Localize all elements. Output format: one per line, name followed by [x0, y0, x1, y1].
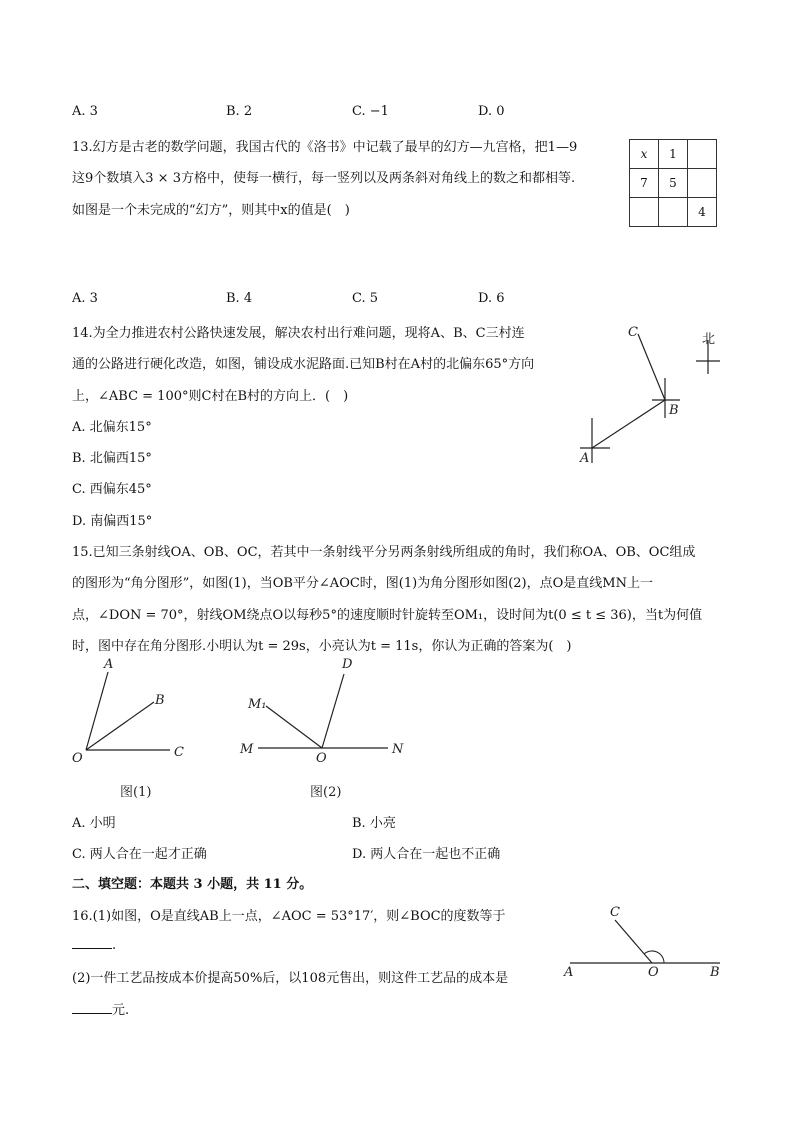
q13-option-c: C. 5	[352, 291, 379, 306]
q15-option-b: B. 小亮	[352, 816, 396, 831]
q14-option-b: B. 北偏西15°	[72, 451, 152, 466]
q16-part1-answer: .	[72, 936, 116, 953]
q13-option-d: D. 6	[478, 291, 505, 306]
magic-square-grid	[629, 139, 717, 227]
q12-option-c: C. −1	[352, 104, 389, 119]
fig2-label-n: N	[392, 742, 404, 757]
point-b-label: B	[669, 403, 679, 418]
label-b: B	[710, 965, 720, 980]
q14-text-line-3: 上，∠ABC = 100°则C村在B村的方向上．( )	[72, 389, 349, 404]
q16-part1-text: 16.(1)如图，O是直线AB上一点，∠AOC = 53°17′，则∠BOC的度数等于	[72, 909, 506, 924]
q13-text-line-3: 如图是一个未完成的“幻方”，则其中x的值是( )	[72, 203, 350, 218]
magic-cell: 7	[630, 169, 659, 198]
q14-option-c: C. 西偏东45°	[72, 482, 152, 497]
magic-cell: 1	[659, 140, 688, 169]
answer-blank-2[interactable]	[72, 1001, 112, 1014]
fig2-label-d: D	[342, 657, 353, 672]
label-a: A	[564, 965, 574, 980]
q15-option-c: C. 两人合在一起才正确	[72, 847, 207, 862]
magic-cell	[688, 140, 717, 169]
fig1-label-c: C	[174, 745, 184, 760]
ray-od	[322, 674, 344, 748]
q15-option-a: A. 小明	[72, 816, 116, 831]
magic-cell: 5	[659, 169, 688, 198]
q16-angle-figure	[560, 900, 730, 990]
fig2-caption: 图(2)	[310, 785, 342, 800]
fig1-caption: 图(1)	[120, 785, 152, 800]
point-a-label: A	[580, 451, 590, 466]
label-o: O	[648, 965, 659, 980]
fig2-label-o: O	[316, 751, 327, 766]
q15-option-d: D. 两人合在一起也不正确	[352, 847, 501, 862]
q14-direction-figure	[570, 318, 730, 468]
north-label: 北	[702, 332, 716, 347]
q15-text-line-1: 15.已知三条射线OA、OB、OC，若其中一条射线平分另两条射线所组成的角时，我们称OA、OB、OC组成	[72, 545, 696, 560]
q15-figure-1	[66, 654, 206, 804]
section-2-heading: 二、填空题：本题共 3 小题，共 11 分。	[72, 877, 313, 892]
label-c: C	[610, 905, 620, 920]
fig1-label-a: A	[104, 657, 114, 672]
ray-om1	[266, 706, 322, 748]
q14-option-d: D. 南偏西15°	[72, 514, 153, 529]
q12-option-b: B. 2	[226, 104, 253, 119]
magic-cell: 4	[688, 198, 717, 227]
magic-cell	[659, 198, 688, 227]
q15-text-line-4: 时，图中存在角分图形.小明认为t = 29s，小亮认为t = 11s，你认为正确的答案为( )	[72, 639, 572, 654]
point-c-label: C	[628, 325, 638, 340]
q14-option-a: A. 北偏东15°	[72, 420, 152, 435]
q15-text-line-2: 的图形为“角分图形”，如图(1)，当OB平分∠AOC时，图(1)为角分图形如图(2)，点O是直线MN上一	[72, 576, 653, 591]
magic-cell: x	[630, 140, 659, 169]
q15-figure-2	[236, 654, 416, 804]
ray-oa	[86, 672, 108, 750]
q16-part2-answer: 元.	[72, 999, 129, 1018]
q12-option-d: D. 0	[478, 104, 505, 119]
segment-ab	[592, 400, 665, 448]
fig1-label-b: B	[155, 693, 165, 708]
fig2-label-m: M	[240, 742, 254, 757]
ray-ob	[86, 702, 154, 750]
fig1-label-o: O	[72, 751, 83, 766]
q14-text-line-2: 通的公路进行硬化改造，如图，铺设成水泥路面.已知B村在A村的北偏东65°方向	[72, 357, 535, 372]
q13-option-a: A. 3	[72, 291, 98, 306]
q13-text-line-1: 13.幻方是古老的数学问题，我国古代的《洛书》中记载了最早的幻方—九宫格，把1—9	[72, 140, 578, 155]
q15-text-line-3: 点，∠DON = 70°，射线OM绕点O以每秒5°的速度顺时针旋转至OM₁，设时间为t(0 ≤ t ≤ 36)，当t为何值	[72, 608, 703, 623]
q16-part2-text: (2)一件工艺品按成本价提高50%后，以108元售出，则这件工艺品的成本是	[72, 971, 509, 986]
fig2-label-m1: M₁	[248, 697, 267, 712]
q13-text-line-2: 这9个数填入3 × 3方格中，使每一横行，每一竖列以及两条斜对角线上的数之和都相等.	[72, 171, 576, 186]
ray-oc	[615, 920, 652, 963]
magic-cell	[630, 198, 659, 227]
magic-cell	[688, 169, 717, 198]
segment-bc	[638, 334, 665, 400]
answer-blank-1[interactable]	[72, 936, 112, 949]
q12-option-a: A. 3	[72, 104, 98, 119]
q13-option-b: B. 4	[226, 291, 253, 306]
q14-text-line-1: 14.为全力推进农村公路快速发展，解决农村出行难问题，现将A、B、C三村连	[72, 326, 525, 341]
